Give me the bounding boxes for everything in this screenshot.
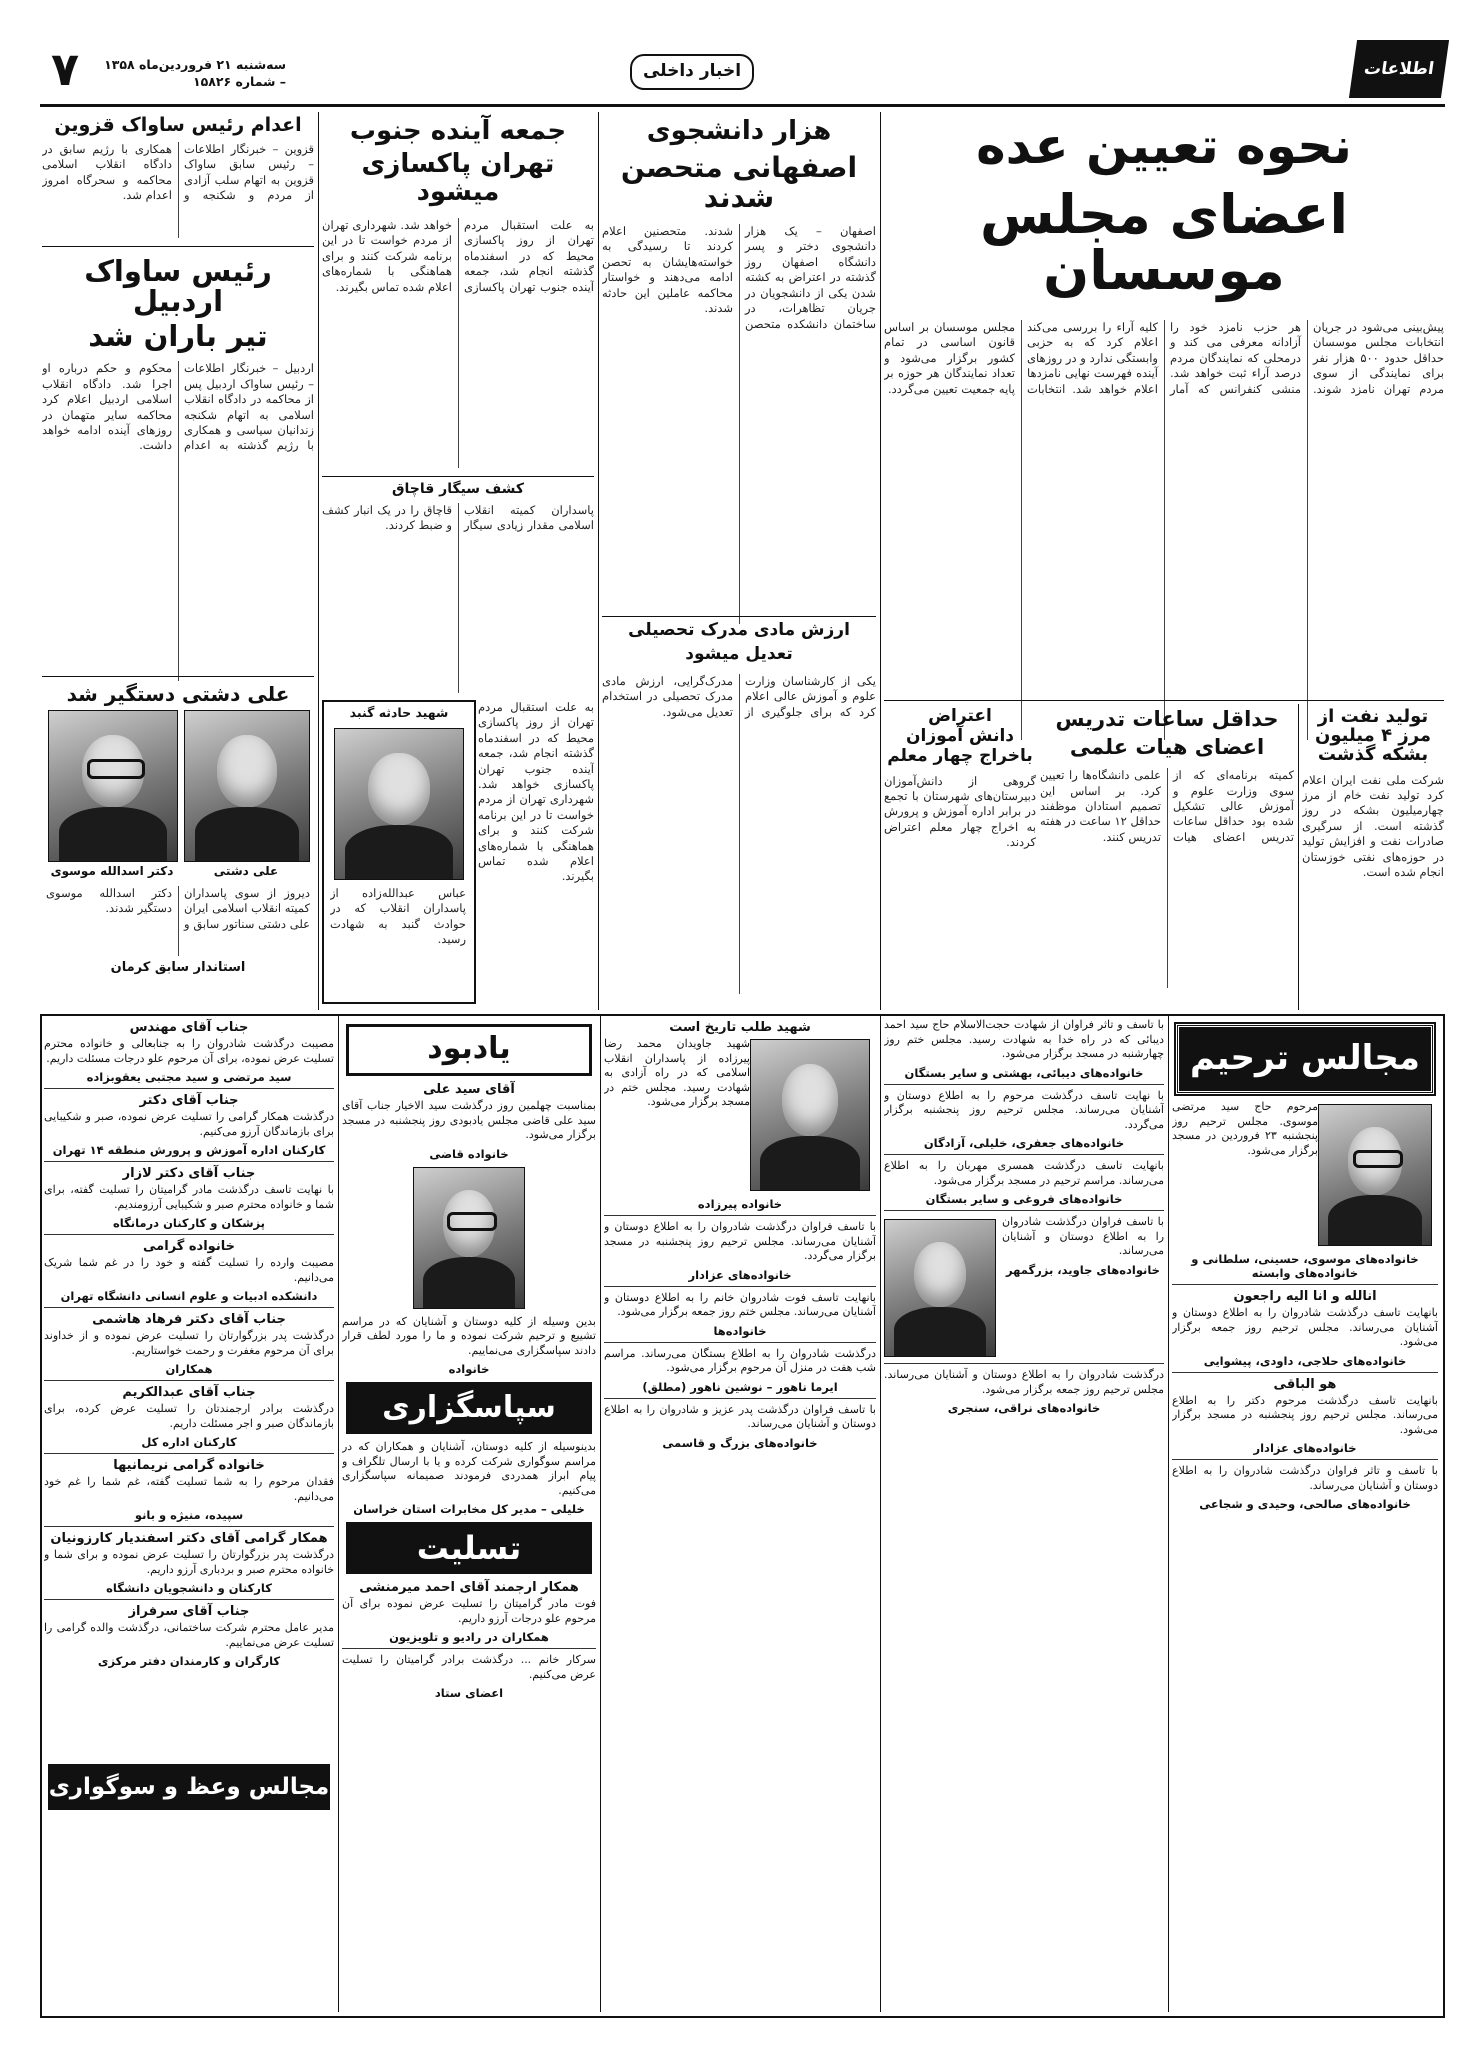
headline-cleanup-2: تهران پاکسازی میشود [361, 149, 555, 207]
notice-a-2 [44, 1166, 334, 1230]
notice-e-0-body: مرحوم حاج سید مرتضی موسوی. مجلس ترحیم روز پنجشنبه ۲۳ فروردین در مسجد برگزار می‌شود. [1172, 1100, 1318, 1157]
headline-protest-1: اعتراض [928, 706, 992, 726]
notice-e-2-sign: خانواده‌های عزادار [1253, 1441, 1357, 1455]
notice-c-2 [604, 1291, 876, 1338]
notice-b-2 [342, 1440, 596, 1516]
article-oil [1302, 706, 1444, 1008]
headline-ardabil-1: رئیس ساواک اردبیل [84, 254, 272, 319]
article-cleanup [322, 112, 594, 472]
notice-b-3-title: همکار ارجمند آقای احمد میرمنشی [359, 1580, 579, 1595]
notice-d-2-sign: خانواده‌های فروغی و سایر بستگان [925, 1192, 1123, 1206]
majalis-tarhim-banner [1176, 1024, 1434, 1094]
photo-martyr-obit [750, 1039, 870, 1191]
notice-b-0-sign: خانواده قاضی [429, 1146, 509, 1161]
notice-b-0-title: آقای سید علی [423, 1082, 515, 1097]
date-line: سه‌شنبه ۲۱ فروردین‌ماه ۱۳۵۸ – شماره ۱۵۸۲۶ [104, 57, 286, 89]
logo-text: اطلاعات [1362, 59, 1436, 79]
headline-protest-2: دانش آموزان [905, 725, 1015, 746]
notice-c-0-sign: خانواده پیرزاده [697, 1197, 783, 1211]
vaaz-title: مجالس وعظ و سوگواری [48, 1774, 330, 1800]
notice-d-4-body: درگذشت شادروان را به اطلاع دوستان و آشنایان می‌رساند. مجلس ترحیم روز جمعه برگزار می‌شود. [884, 1368, 1164, 1396]
notice-a-7 [44, 1531, 334, 1595]
vaaz-banner [48, 1764, 330, 1810]
page-number: ۷ [50, 42, 80, 96]
notice-d-3-sign: خانواده‌های جاوید، بزرگمهر [1006, 1262, 1160, 1277]
notice-d-0-sign: خانواده‌های دیبائی، بهشتی و سایر بستگان [904, 1065, 1144, 1080]
notice-d-3-body: با تاسف فراوان درگذشت شادروان را به اطلاع دوستان و آشنایان می‌رساند. [1002, 1215, 1164, 1257]
notice-d-2 [884, 1159, 1164, 1206]
notices-col-a [44, 1018, 334, 2008]
notice-d-0-body: با تاسف و تاثر فراوان از شهادت حجت‌الاسلام حاج سید احمد دیبائی که در راه خدا به شهادت رسید. مجلس ختم روز چهارشنبه در مسجد برگزار می‌شود. [884, 1018, 1164, 1060]
caption-dashti: علی دشتی [213, 864, 279, 878]
notice-b-3-sign: همکاران در رادیو و تلویزیون [389, 1630, 549, 1644]
notice-d-2-body: بانهایت تاسف درگذشت همسری مهربان را به اطلاع می‌رساند. مراسم ترحیم در مسجد برگزار می‌شود. [884, 1159, 1164, 1187]
notice-c-1-body: با تاسف فراوان درگذشت شادروان را به اطلاع دوستان و آشنایان می‌رساند. مجلس ترحیم روز پنجشنبه در مسجد برگزار می‌گردد. [604, 1220, 876, 1262]
notice-c-4 [604, 1403, 876, 1450]
notice-a-5-title: جناب آقای عبدالکریم [122, 1385, 256, 1400]
notice-d-1 [884, 1089, 1164, 1151]
notice-a-7-body: درگذشت پدر بزرگوارتان را تسلیت عرض نموده و برای شما و خانواده محترم صبر و بردباری آرزو داریم. [44, 1548, 334, 1576]
taslit-title: تسلیت [416, 1529, 522, 1567]
headline-oil: تولید نفت از مرز ۴ میلیون بشکه گذشت [1314, 706, 1432, 765]
article-tedris [1040, 706, 1294, 1008]
headline-qazvin: اعدام رئیس ساواک قزوین [54, 114, 302, 136]
article-tedris-body: کمیته برنامه‌ای که از سوی وزارت علوم و آموزش عالی تشکیل شده بود حداقل ساعات تدریس اعضای هیات علمی دانشگاه‌ها را تعیین کرد. بر اساس این تصمیم استادان موظفند حداقل ۱۲ ساعت در هفته تدریس کنند. [1040, 768, 1294, 844]
yadbood-banner [346, 1024, 592, 1076]
notice-b-3 [342, 1580, 596, 1644]
sepasgozari-banner [346, 1382, 592, 1434]
notice-e-3-body: با تاسف و تاثر فراوان درگذشت شادروان را به اطلاع دوستان و آشنایان می‌رساند. [1172, 1464, 1438, 1492]
notice-d-4 [884, 1368, 1164, 1415]
notice-a-7-sign: کارکنان و دانشجویان دانشگاه [106, 1581, 272, 1595]
caption-mousavi: دکتر اسدالله موسوی [50, 864, 174, 878]
notice-e-1-title: انالله و انا الیه راجعون [1233, 1289, 1377, 1304]
notice-b-4-sign: اعضای ستاد [434, 1686, 504, 1700]
notices-col-b [342, 1018, 596, 2008]
notice-a-1-sign: کارکنان اداره آموزش و پرورش منطقه ۱۴ تهران [52, 1143, 326, 1157]
article-cleanup-body: به علت استقبال مردم تهران از روز پاکسازی محیط که در اسفندماه گذشته انجام شد، جمعه آینده جنوب تهران پاکسازی خواهد شد. شهرداری تهران از مردم خواست تا در این برنامه شرکت کنند و برای هماهنگی با شماره‌های اعلام شده تماس بگیرند. [322, 217, 594, 294]
photo-martyr [334, 728, 464, 880]
article-qazvin [42, 112, 314, 242]
notice-a-7-title: همکار گرامی آقای دکتر اسفندیار کارزونیان [50, 1531, 328, 1546]
notice-a-5-body: درگذشت برادر ارجمندتان را تسلیت عرض کرده، برای بازماندگان صبر و اجر مسئلت داریم. [44, 1402, 334, 1430]
notice-b-2-sign: خلیلی – مدیر کل مخابرات استان خراسان [353, 1502, 585, 1516]
notice-a-3 [44, 1239, 334, 1303]
article-protest [884, 706, 1036, 1008]
notice-a-4 [44, 1312, 334, 1376]
notice-a-4-body: درگذشت پدر بزرگوارتان را تسلیت عرض نموده و از خداوند برای آن مرحوم مغفرت و رحمت خواستاریم. [44, 1329, 334, 1357]
notice-e-1-body: بانهایت تاسف درگذشت شادروان را به اطلاع دوستان و آشنایان می‌رساند. مجلس ترحیم روز جمعه برگزار می‌شود. [1172, 1306, 1438, 1348]
article-qazvin-body: قزوین – خبرنگار اطلاعات – رئیس سابق ساواک قزوین به اتهام سلب آزادی از مردم و شکنجه و همکاری با رژیم سابق در دادگاه انقلاب اسلامی محاکمه و سحرگاه امروز اعدام شد. [42, 141, 314, 203]
sepasgozari-title: سپاسگزاری [382, 1390, 556, 1425]
notice-b-0 [342, 1082, 596, 1161]
notice-a-6-sign: سپیده، منیژه و بانو [134, 1508, 244, 1522]
notice-c-3 [604, 1347, 876, 1394]
article-isfahan-body: اصفهان – یک هزار دانشجوی دختر و پسر دانشگاه اصفهان روز گذشته در اعتراض به کشته شدن یکی از دانشجویان در جریان تظاهرات، در ساختمان دانشکده متحصن شدند. متحصنین اعلام کردند تا رسیدگی به خواسته‌هایشان به تحصن ادامه می‌دهند و خواستار محاکمه عاملین این حادثه شدند. [602, 224, 876, 331]
notice-e-3 [1172, 1464, 1438, 1511]
notice-c-2-body: بانهایت تاسف فوت شادروان خانم را به اطلاع دوستان و آشنایان می‌رساند. مجلس ختم روز جمعه برگزار می‌شود. [604, 1290, 876, 1318]
section-title-text: اخبار داخلی [642, 61, 742, 81]
notice-a-5-sign: کارکنان اداره کل [141, 1435, 237, 1449]
headline-isfahan-1: هزار دانشجوی [646, 116, 832, 146]
photo-mousavi [48, 710, 178, 862]
martyr-body: عباس عبدالله‌زاده از پاسداران انقلاب که در حوادث گنبد به شهادت رسید. [330, 886, 466, 947]
notice-c-2-sign: خانواده‌ها [713, 1323, 767, 1338]
notice-c-3-body: درگذشت شادروان را به اطلاع بستگان می‌رساند. مراسم شب هفت در منزل آن مرحوم برگزار می‌شود. [604, 1346, 876, 1374]
notice-a-6-title: خانواده گرامی نریمانیها [113, 1458, 265, 1473]
headline-protest-3: باخراج چهار معلم [887, 745, 1033, 766]
notices-col-e [1172, 1018, 1438, 2008]
notice-a-2-title: جناب آقای دکتر لازار [122, 1166, 256, 1181]
article-col3-continue: به علت استقبال مردم تهران از روز پاکسازی محیط که در اسفندماه گذشته انجام شد، جمعه آینده جنوب تهران پاکسازی خواهد شد. شهرداری تهران از مردم خواست تا در این برنامه شرکت کنند و برای هماهنگی با شماره‌های اعلام شده تماس بگیرند. [478, 700, 594, 884]
headline-tedris-2: اعضای هیات علمی [1069, 735, 1265, 760]
article-cigarette-body: پاسداران کمیته انقلاب اسلامی مقدار زیادی سیگار قاچاق را در یک انبار کشف و ضبط کردند. [322, 502, 594, 533]
photo-yadbood [413, 1167, 525, 1309]
photo-dashti [184, 710, 310, 862]
notice-b-2-body: بدینوسیله از کلیه دوستان، آشنایان و همکاران که در مراسم سوگواری شرکت کرده و یا با ارسال تلگراف و پیام ابراز همدردی فرمودند صمیمانه سپاسگزاری می‌کنیم. [342, 1440, 596, 1497]
notice-c-1-sign: خانواده‌های عزادار [688, 1267, 792, 1282]
notice-e-0-sign: خانواده‌های موسوی، حسینی، سلطانی و خانواده‌های وابسته [1191, 1252, 1419, 1280]
article-cigarette [322, 480, 594, 700]
notice-a-1-title: جناب آقای دکتر [139, 1093, 239, 1108]
article-mosasan [884, 112, 1444, 698]
notice-b-1-body: بدین وسیله از کلیه دوستان و آشنایان که در مراسم تشییع و ترحیم شرکت نموده و ما را مورد لطف قرار دادند سپاسگزاری می‌نماییم. [342, 1314, 596, 1357]
majalis-tarhim-title: مجالس ترحیم [1190, 1038, 1420, 1078]
photo-obit-d [884, 1219, 996, 1357]
taslit-banner [346, 1522, 592, 1574]
article-degree [602, 620, 876, 1008]
notice-a-8 [44, 1604, 334, 1668]
headline-mosasan-1: نحوه تعیین عده [976, 117, 1352, 175]
notice-c-0-body: شهید جاویدان محمد رضا پیرزاده از پاسداران انقلاب اسلامی که در راه آزادی به شهادت رسید. مجلس ختم در مسجد برگزار می‌شود. [604, 1037, 750, 1108]
notice-a-3-title: خانواده گرامی [143, 1239, 235, 1254]
notice-b-3-body: فوت مادر گرامیتان را تسلیت عرض نموده برای آن مرحوم علو درجات آرزو داریم. [342, 1597, 596, 1625]
article-dashti-body: دیروز از سوی پاسداران کمیته انقلاب اسلامی ایران علی دشتی سناتور سابق و دکتر اسدالله موسوی دستگیر شدند. [46, 886, 310, 931]
notice-e-1 [1172, 1289, 1438, 1368]
notice-d-0 [884, 1018, 1164, 1080]
notice-c-1 [604, 1220, 876, 1282]
article-degree-body: یکی از کارشناسان وزارت علوم و آموزش عالی اعلام کرد که برای جلوگیری از مدرک‌گرایی، ارزش مادی مدرک تحصیلی در استخدام تعدیل می‌شود. [602, 673, 876, 719]
notice-a-4-title: جناب آقای دکتر فرهاد هاشمی [92, 1312, 286, 1327]
notice-a-8-title: جناب آقای سرفراز [128, 1604, 250, 1619]
notice-a-0 [44, 1020, 334, 1084]
notice-c-0 [604, 1020, 876, 1211]
headline-mosasan-2: اعضای مجلس موسسان [980, 182, 1348, 303]
notice-e-3-sign: خانواده‌های صالحی، وحیدی و شجاعی [1199, 1497, 1411, 1511]
notice-c-3-sign: ایرما ناهور – نوشین ناهور (مطلق) [642, 1379, 838, 1394]
notice-a-2-body: با نهایت تاسف درگذشت مادر گرامیتان را تسلیت گفته، برای شما و خانواده محترم صبر و شکیبایی آرزومندیم. [44, 1183, 334, 1211]
headline-cigarette: کشف سیگار قاچاق [391, 481, 525, 497]
notice-a-6-body: فقدان مرحوم را به شما تسلیت گفته، غم شما را غم خود می‌دانیم. [44, 1475, 334, 1503]
notice-a-4-sign: همکاران [165, 1362, 213, 1376]
headline-dashti: علی دشتی دستگیر شد [66, 682, 290, 706]
notice-e-2-body: بانهایت تاسف درگذشت مرحوم دکتر را به اطلاع می‌رساند. مجلس ترحیم روز پنجشنبه در مسجد برگزار می‌شود. [1172, 1393, 1438, 1436]
martyr-box [322, 700, 476, 1004]
headline-isfahan-2: اصفهانی متحصن شدند [620, 151, 858, 214]
caption-kerman: استاندار سابق کرمان [110, 960, 246, 975]
notice-c-4-body: با تاسف فراوان درگذشت پدر عزیز و شادروان را به اطلاع دوستان و آشنایان می‌رساند. [604, 1402, 876, 1430]
notice-b-4-body: سرکار خانم ... درگذشت برادر گرامیتان را تسلیت عرض می‌کنیم. [342, 1653, 596, 1681]
headline-degree-1: ارزش مادی مدرک تحصیلی [628, 620, 850, 640]
notice-d-1-body: با نهایت تاسف درگذشت مرحوم را به اطلاع دوستان و آشنایان می‌رساند. مجلس ترحیم روز پنجشنبه برگزار می‌گردد. [884, 1088, 1164, 1131]
notice-b-1-sign: خانواده [448, 1362, 490, 1376]
article-oil-body: شرکت ملی نفت ایران اعلام کرد تولید نفت خام از مرز چهارمیلیون بشکه در روز گذشته است. از سرگیری صادرات نفت و افزایش تولید در حوزه‌های نفتی خوزستان انجام شده است. [1302, 772, 1444, 880]
notice-a-0-body: مصیبت درگذشت شادروان را به جنابعالی و خانواده محترم تسلیت عرض نموده، برای آن مرحوم علو درجات مسئلت داریم. [44, 1037, 334, 1065]
headline-cleanup-1: جمعه آینده جنوب [349, 116, 567, 146]
article-ardabil [42, 252, 314, 672]
notice-e-2 [1172, 1377, 1438, 1456]
notice-c-0-title: شهید طلب تاریخ است [669, 1020, 811, 1035]
notices-col-d [884, 1018, 1164, 2008]
notice-d-1-sign: خانواده‌های جعفری، خلیلی، آزادگان [923, 1136, 1125, 1150]
notice-a-5 [44, 1385, 334, 1449]
section-title [630, 54, 754, 90]
article-mosasan-body: پیش‌بینی می‌شود در جریان انتخابات مجلس موسسان حداقل حدود ۵۰۰ هزار نفر برای نمایندگی از سوی مردم تهران نامزد شوند. هر حزب نامزد خود را آزادانه معرفی می کند و درمحلی که نمایندگان مردم درصد آراء ثبت خواهد شد. منشی کنفرانس که آمار کلیه آراء را بررسی می‌کند اعلام کرد که به حزبی وابستگی ندارد و در روزهای آینده فهرست نهایی نامزدها اعلام خواهد شد. انتخابات مجلس موسسان بر اساس قانون اساسی در تمام کشور برگزار می‌شود و تعداد نمایندگان هر حوزه بر پایه جمعیت تعیین می‌گردد. [884, 319, 1444, 396]
notice-a-6 [44, 1458, 334, 1522]
notice-a-0-title: جناب آقای مهندس [129, 1020, 249, 1035]
notice-d-4-sign: خانواده‌های نراقی، سنجری [947, 1401, 1101, 1415]
notices-col-c [604, 1018, 876, 2008]
headline-martyr: شهید حادثه گنبد [349, 705, 449, 720]
notice-e-2-title: هو الباقی [1273, 1376, 1337, 1392]
notice-c-4-sign: خانواده‌های بزرگ و قاسمی [662, 1435, 818, 1450]
article-ardabil-body: اردبیل – خبرنگار اطلاعات – رئیس ساواک اردبیل پس از محاکمه در دادگاه انقلاب اسلامی به اتهام شکنجه زندانیان سیاسی و همکاری با رژیم گذشته به اعدام محکوم و حکم درباره او اجرا شد. دادگاه انقلاب اسلامی اردبیل اعلام کرد محاکمه سایر متهمان در روزهای آینده ادامه خواهد داشت. [42, 361, 314, 453]
notice-b-1 [342, 1315, 596, 1377]
masthead [40, 40, 1445, 102]
notice-a-1-body: درگذشت همکار گرامی را تسلیت عرض نموده، صبر و شکیبایی برای بازماندگان آرزو می‌کنیم. [44, 1110, 334, 1138]
headline-ardabil-2: تیر باران شد [88, 318, 268, 353]
yadbood-title: یادبود [427, 1031, 511, 1066]
photo-mousavi-obit [1318, 1104, 1432, 1246]
notice-a-3-sign: دانشکده ادبیات و علوم انسانی دانشگاه تهران [60, 1289, 318, 1303]
notice-a-1 [44, 1093, 334, 1157]
notice-b-0-body: بمناسبت چهلمین روز درگذشت سید الاخیار جناب آقای سید علی قاضی مجلس یادبودی روز پنجشنبه در مسجد برگزار می‌شود. [342, 1099, 596, 1141]
headline-tedris-1: حداقل ساعات تدریس [1055, 707, 1279, 731]
notice-a-8-body: مدیر عامل محترم شرکت ساختمانی، درگذشت والده گرامی را تسلیت عرض می‌نماییم. [44, 1621, 334, 1649]
headline-degree-2: تعدیل میشود [685, 643, 793, 664]
notice-a-2-sign: پزشکان و کارکنان درمانگاه [113, 1216, 265, 1230]
notice-a-3-body: مصیبت وارده را تسلیت گفته و خود را در غم شما شریک می‌دانیم. [44, 1256, 334, 1284]
notice-a-8-sign: کارگران و کارمندان دفتر مرکزی [97, 1654, 281, 1668]
article-isfahan [602, 112, 876, 612]
logo [1349, 40, 1449, 98]
notice-e-1-sign: خانواده‌های حلاجی، داودی، پیشوایی [1203, 1353, 1407, 1368]
notice-a-0-sign: سید مرتضی و سید مجتبی یعقوبزاده [86, 1070, 292, 1084]
notice-b-4 [342, 1653, 596, 1700]
article-protest-body: گروهی از دانش‌آموزان دبیرستان‌های شهرستان با تجمع در برابر اداره آموزش و پرورش به اخراج چهار معلم اعتراض کردند. [884, 773, 1036, 850]
